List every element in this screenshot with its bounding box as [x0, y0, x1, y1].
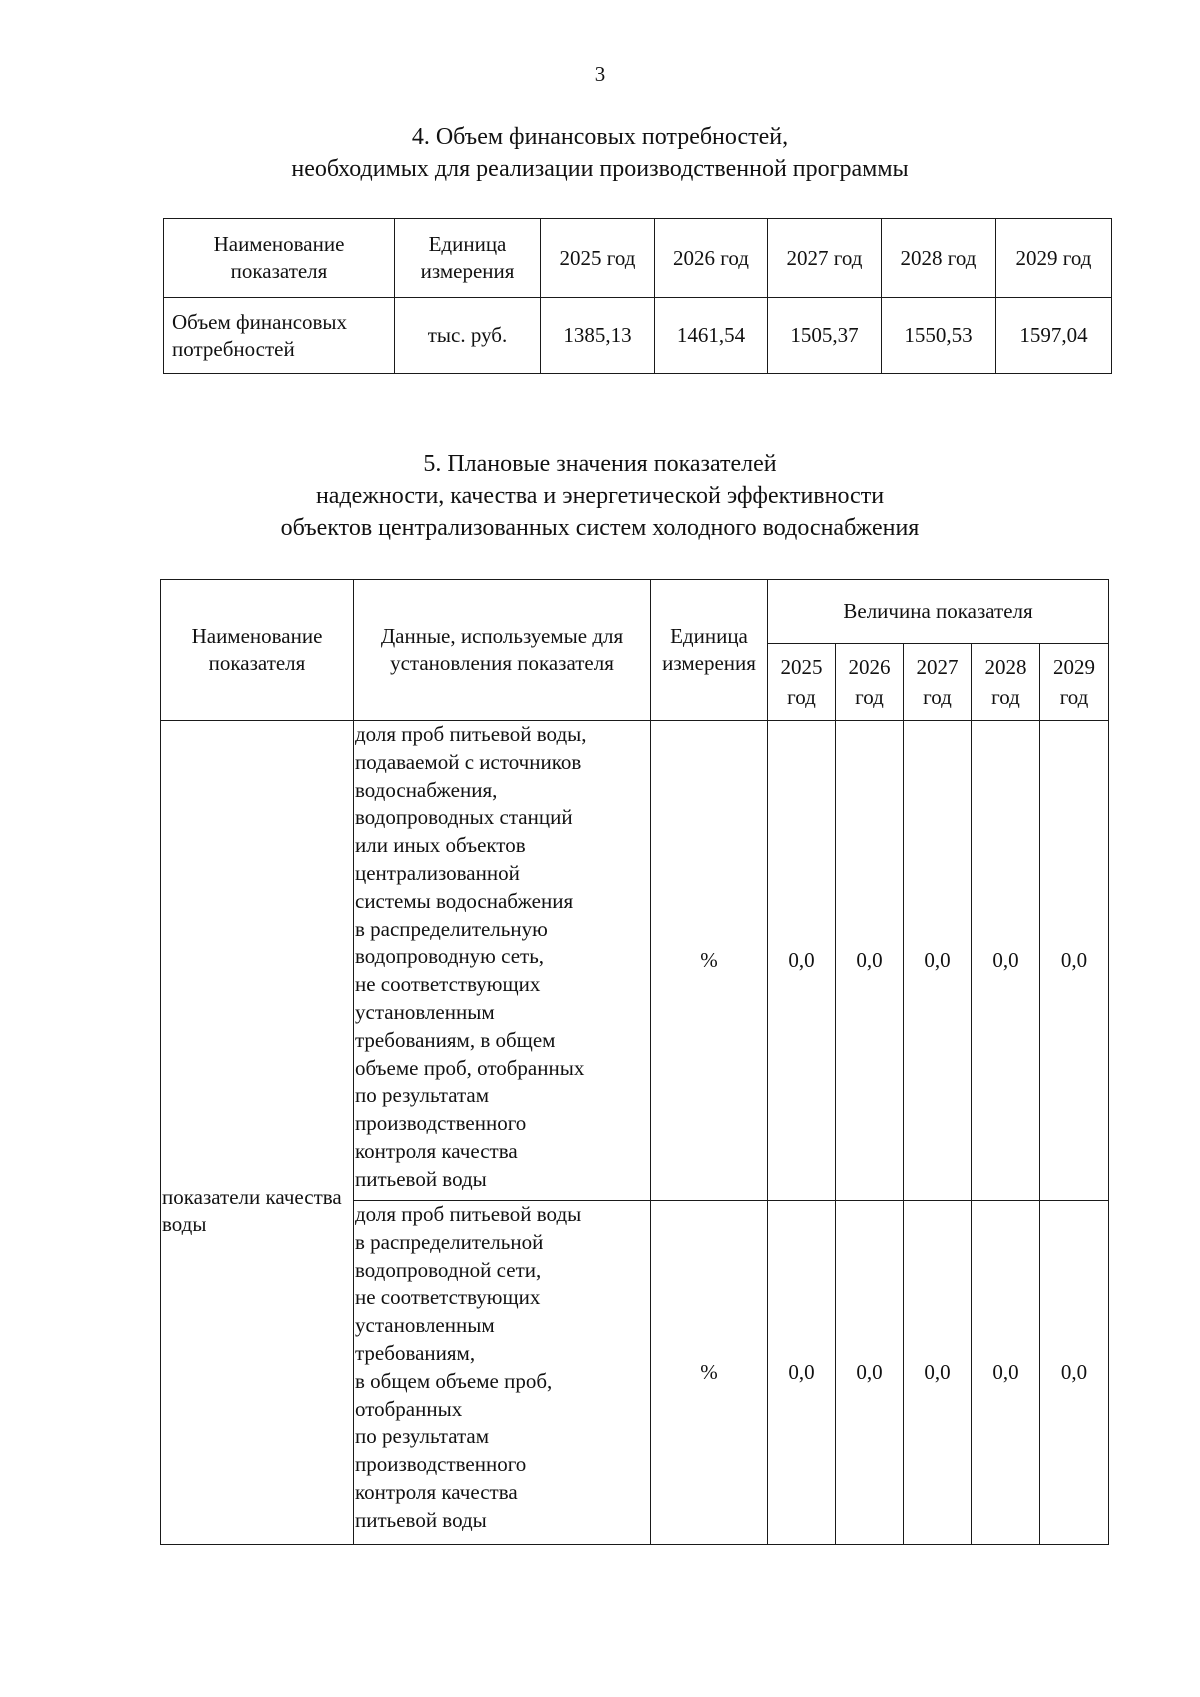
header-cell: 2027 год [768, 219, 882, 298]
section-5-title-line: объектов централизованных систем холодного водоснабжения [280, 515, 920, 541]
description-line: водоснабжения, [355, 777, 498, 802]
water-quality-indicators-table [160, 579, 1109, 1545]
description-line: или иных объектов [355, 833, 526, 858]
description-line: водопроводную сеть, [355, 944, 545, 969]
value-cell: 1385,13 [541, 298, 655, 374]
value-cell: 0,0 [904, 1201, 972, 1545]
description-line: доля проб питьевой воды, [355, 722, 587, 746]
description-line: контроля качества [355, 1479, 518, 1504]
header-cell: 2028 год [882, 219, 996, 298]
value-cell: 0,0 [836, 721, 904, 1201]
description-line: системы водоснабжения [355, 888, 574, 913]
indicator-group-label: показатели качества воды [162, 1184, 342, 1236]
value-cell: 0,0 [972, 721, 1040, 1201]
indicator-group-cell [161, 721, 354, 1545]
description-line: в общем объеме проб, [355, 1368, 553, 1393]
description-cell [354, 721, 651, 1201]
table-header-row [161, 580, 1109, 644]
header-cell: Единица измерения [395, 219, 541, 298]
header-cell: 2026 год [655, 219, 768, 298]
header-year: 2026 год [836, 644, 904, 721]
value-cell: 1461,54 [655, 298, 768, 374]
description-cell [354, 1201, 651, 1545]
description-line: производственного [355, 1452, 527, 1477]
description-line: в распределительную [355, 916, 548, 941]
description-line: отобранных [355, 1396, 463, 1421]
value-cell: 0,0 [972, 1201, 1040, 1545]
section-4-title-line: 4. Объем финансовых потребностей, [411, 124, 789, 150]
unit-cell: % [651, 721, 768, 1201]
table-header-row [164, 219, 1112, 298]
header-year: 2025 год [768, 644, 836, 721]
value-cell: 1505,37 [768, 298, 882, 374]
description-line: по результатам [355, 1424, 490, 1449]
description-line: питьевой воды [355, 1166, 487, 1191]
indicator-name-cell: Объем финансовых потребностей [164, 298, 395, 374]
description-line: требованиям, [355, 1340, 476, 1365]
value-cell: 0,0 [768, 1201, 836, 1545]
header-data-used: Данные, используемые для установления показателя [354, 580, 651, 721]
value-cell: 1597,04 [996, 298, 1112, 374]
header-cell: 2029 год [996, 219, 1112, 298]
header-cell: Наименование показателя [164, 219, 395, 298]
header-year: 2028 год [972, 644, 1040, 721]
value-cell: 0,0 [1040, 721, 1109, 1201]
description-line: объеме проб, отобранных [355, 1055, 585, 1080]
section-5-title [0, 448, 1200, 544]
header-year: 2027 год [904, 644, 972, 721]
description-line: водопроводной сети, [355, 1257, 542, 1282]
header-cell: 2025 год [541, 219, 655, 298]
section-5-title-line: надежности, качества и энергетической эффективности [315, 483, 885, 509]
description-line: требованиям, в общем [355, 1027, 556, 1052]
table-row [164, 298, 1112, 374]
unit-cell: тыс. руб. [395, 298, 541, 374]
description-line: не соответствующих [355, 1285, 541, 1310]
financial-needs-table [163, 218, 1112, 374]
header-value-group: Величина показателя [768, 580, 1109, 644]
value-cell: 0,0 [768, 721, 836, 1201]
table-row [161, 721, 1109, 1201]
header-unit: Единица измерения [651, 580, 768, 721]
header-indicator-name: Наименование показателя [161, 580, 354, 721]
description-line: установленным [355, 999, 495, 1024]
description-line: в распределительной [355, 1229, 544, 1254]
value-cell: 1550,53 [882, 298, 996, 374]
value-cell: 0,0 [1040, 1201, 1109, 1545]
description-line: водопроводных станций [355, 805, 573, 830]
unit-cell: % [651, 1201, 768, 1545]
description-line: не соответствующих [355, 972, 541, 997]
page-number: 3 [594, 62, 606, 86]
section-5-title-line: 5. Плановые значения показателей [423, 451, 777, 477]
section-4-title-line: необходимых для реализации производственной программы [291, 156, 909, 182]
value-cell: 0,0 [836, 1201, 904, 1545]
description-line: подаваемой с источников [355, 749, 582, 774]
description-line: производственного [355, 1111, 527, 1136]
header-year: 2029 год [1040, 644, 1109, 721]
description-line: по результатам [355, 1083, 490, 1108]
value-cell: 0,0 [904, 721, 972, 1201]
description-line: контроля качества [355, 1138, 518, 1163]
description-line: доля проб питьевой воды [355, 1202, 582, 1226]
description-line: питьевой воды [355, 1507, 487, 1532]
description-line: установленным [355, 1313, 495, 1338]
description-line: централизованной [355, 860, 520, 885]
section-4-title [0, 121, 1200, 185]
